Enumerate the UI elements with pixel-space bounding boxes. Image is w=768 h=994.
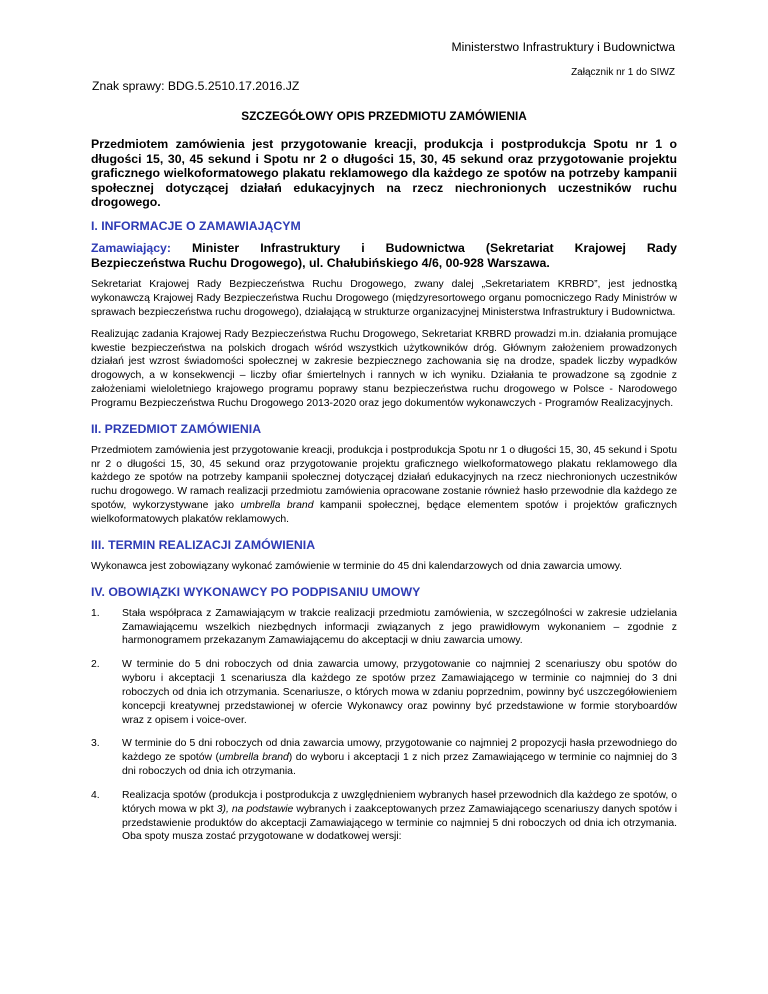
list-item-text: W terminie do 5 dni roboczych od dnia zawarcia umowy, przygotowanie co najmniej 2 scenariuszy obu spotów do wyboru i akceptacji 1 scenariusza dla każdego ze spotów przez Zamawiającego w terminie co najmniej do 3 dni roboczych od dnia ich otrzymania. Scenariusze, o których mowa w zdaniu poprzednim, powinny być uszczegółowieniem koncepcji kreatywnej przedstawionej w ofercie Wykonawcy oraz powinny być przedstawione w formie storyboardów wraz z opisem i voice-over.	[122, 659, 677, 726]
list-item-emphasis: umbrella brand	[218, 752, 289, 764]
section-2-paragraph	[91, 444, 677, 527]
list-item-number: 3.	[91, 738, 100, 750]
list-item-number: 1.	[91, 607, 100, 619]
section-4-heading: IV. OBOWIĄZKI WYKONAWCY PO PODPISANIU UMOWY	[91, 584, 421, 599]
list-item	[91, 737, 677, 779]
list-item-text-a: Realizacja spotów (produkcja i postprodukcja z uwzględnieniem wybranych haseł przewodnich dla każdego ze spotów, o których mowa w pkt	[122, 789, 677, 815]
list-item-text: Stała współpraca z Zamawiającym w trakcie realizacji przedmiotu zamówienia, w szczególności w zakresie udzielania Zamawiającemu wszelkich niezbędnych informacji związanych z jego prawidłowym wykonaniem – zgodnie z harmonogramem przekazanym Zamawiającemu do akceptacji w dniu zawarcia umowy.	[122, 607, 677, 647]
list-item-text-b: ) do wyboru i akceptacji 1 z nich przez Zamawiającego w terminie co najmniej do 3 dni roboczych od dnia ich otrzymania.	[122, 752, 677, 778]
contracting-authority-line-1	[91, 241, 677, 256]
contracting-authority-line-2: Bezpieczeństwa Ruchu Drogowego), ul. Chałubińskiego 4/6, 00-928 Warszawa.	[91, 255, 550, 270]
list-item-text-b: wybranych i zaakceptowanych przez Zamawiającego scenariuszy danych spotów i przedstawienie produktów do akceptacji Zamawiającego w terminie co najmniej 5 dni roboczych od dnia ich otrzymania. Oba spoty musza zostać przygotowane w dodatkowej wersji:	[122, 803, 678, 843]
attachment-label: Załącznik nr 1 do SIWZ	[571, 67, 675, 78]
list-item-number: 4.	[91, 789, 100, 801]
obligations-list	[91, 607, 677, 845]
contracting-authority-label: Zamawiający:	[91, 240, 171, 255]
section-2-text-b: kampanii społecznej, będące elementem spotów i projektów graficznych wielkoformatowych plakatów reklamowych.	[91, 500, 677, 525]
section-2-emphasis: umbrella brand	[240, 500, 314, 512]
document-title: SZCZEGÓŁOWY OPIS PRZEDMIOTU ZAMÓWIENIA	[241, 109, 527, 123]
list-item-text-a: W terminie do 5 dni roboczych od dnia zawarcia umowy, przygotowanie co najmniej 2 propozycji hasła przewodniego do każdego ze spotów (	[122, 738, 677, 764]
ministry-header: Ministerstwo Infrastruktury i Budownictwa	[451, 40, 675, 54]
section-1-paragraph-2: Realizując zadania Krajowej Rady Bezpieczeństwa Ruchu Drogowego, Sekretariat KRBRD prowadzi m.in. działania promujące kwestie bezpieczeństwa na polskich drogach wśród wszystkich użytkowników dróg. Głównym założeniem prowadzonych działań jest wzrost świadomości społecznej w zakresie bezpiecznego zachowania się na drodze, spadek liczby wypadków drogowych, a w konsekwencji – liczby ofiar śmiertelnych i rannych w ich wyniku. Działania te prowadzone są zgodnie z założeniami wieloletniego krajowego programu poprawy stanu bezpieczeństwa ruchu drogowego w Polsce - Narodowego Programu Bezpieczeństwa Ruchu Drogowego 2013-2020 oraz jego dokumentów wykonawczych - Programów Realizacyjnych.	[91, 328, 677, 409]
case-number: Znak sprawy: BDG.5.2510.17.2016.JZ	[92, 79, 300, 93]
section-3-paragraph: Wykonawca jest zobowiązany wykonać zamówienie w terminie do 45 dni kalendarzowych od dnia zawarcia umowy.	[91, 560, 623, 572]
section-1-paragraph-1: Sekretariat Krajowej Rady Bezpieczeństwa Ruchu Drogowego, zwany dalej „Sekretariatem KRBRD”, jest jednostką wykonawczą Krajowej Rady Bezpieczeństwa Ruchu Drogowego (międzyresortowego organu pomocniczego Rady Ministrów w sprawach bezpieczeństwa ruchu drogowego), działającą w strukturze organizacyjnej Ministerstwa Infrastruktury i Budownictwa.	[91, 279, 677, 318]
list-item	[91, 607, 677, 649]
list-item	[91, 658, 677, 727]
list-item-emphasis: 3), na podstawie	[216, 803, 294, 815]
contracting-authority-name: Minister Infrastruktury i Budownictwa (Sekretariat Krajowej Rady	[192, 240, 678, 255]
document-body	[91, 109, 677, 854]
section-2-text-a: Przedmiotem zamówienia jest przygotowanie kreacji, produkcja i postprodukcja Spotu nr 1 o długości 15, 30, 45 sekund i Spotu nr 2 o długości 15, 30, 45 sekund oraz przygotowanie projektu graficznego wielkoformatowego plakatu reklamowego dla każdego ze spotów na potrzeby kampanii społecznej dotyczącej działań edukacyjnych na rzecz niechronionych uczestników ruchu drogowego. W ramach realizacji przedmiotu zamówienia opracowane zostanie również hasło przewodnie dla każdego ze spotów, wykorzystywane jako	[91, 444, 677, 512]
intro-paragraph: Przedmiotem zamówienia jest przygotowanie kreacji, produkcja i postprodukcja Spotu nr 1 o długości 15, 30, 45 sekund i Spotu nr 2 o długości 15, 30, 45 sekund oraz przygotowanie projektu graficznego wielkoformatowego plakatu reklamowego dla każdego ze spotów na potrzeby kampanii społecznej dotyczącej działań edukacyjnych na rzecz niechronionych uczestników ruchu drogowego.	[91, 137, 677, 210]
list-item	[91, 789, 677, 844]
list-item-number: 2.	[91, 659, 100, 671]
section-3-heading: III. TERMIN REALIZACJI ZAMÓWIENIA	[91, 537, 316, 552]
section-2-heading: II. PRZEDMIOT ZAMÓWIENIA	[91, 421, 262, 436]
section-1-heading: I. INFORMACJE O ZAMAWIAJĄCYM	[91, 218, 301, 233]
